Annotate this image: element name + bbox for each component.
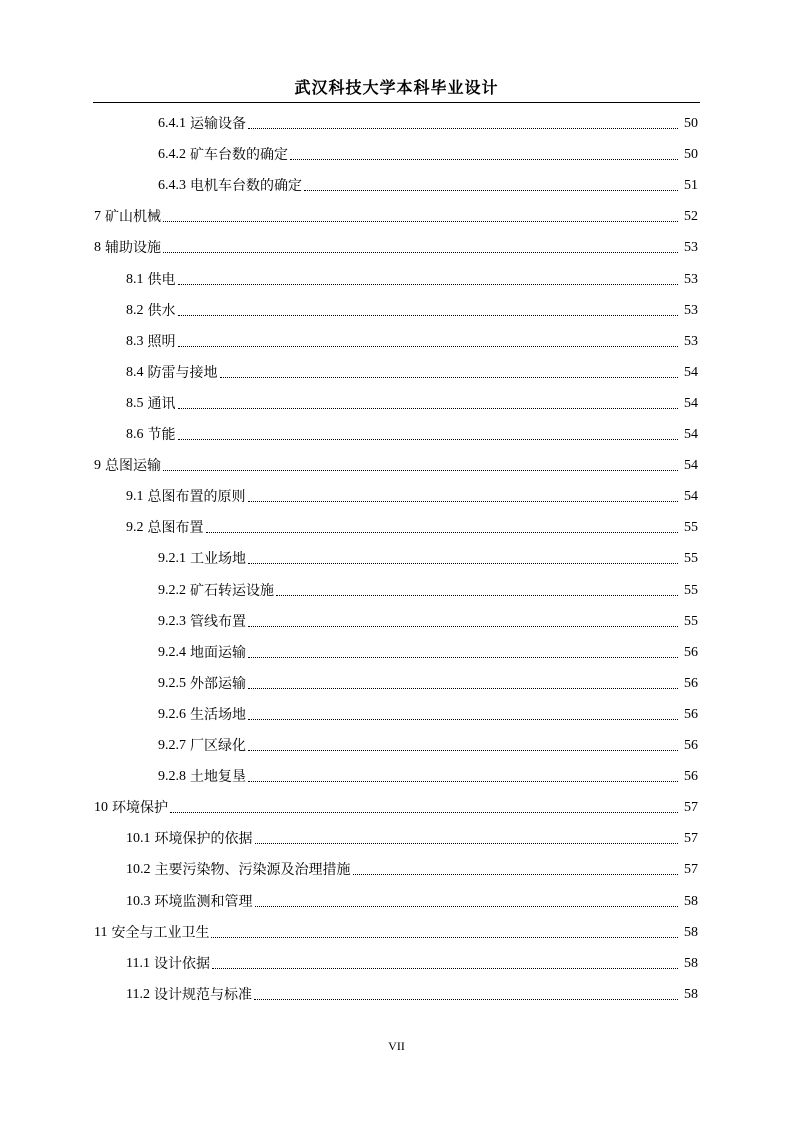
toc-dot-leader	[248, 688, 678, 689]
toc-entry-page: 53	[684, 271, 698, 287]
toc-entry-number: 9.2.3	[158, 613, 186, 629]
toc-dot-leader	[248, 501, 679, 502]
toc-entry-number: 8.3	[126, 333, 144, 349]
toc-entry-title: 管线布置	[190, 613, 246, 630]
toc-dot-leader	[290, 159, 678, 160]
toc-entry-title: 地面运输	[190, 644, 246, 661]
toc-entry-title: 运输设备	[190, 116, 246, 132]
toc-entry[interactable]	[126, 361, 698, 383]
toc-entry[interactable]	[94, 454, 698, 476]
toc-dot-leader	[178, 346, 679, 347]
toc-dot-leader	[248, 563, 678, 564]
toc-entry-page: 56	[684, 644, 698, 660]
toc-dot-leader	[248, 719, 678, 720]
toc-entry-number: 9.2.2	[158, 582, 186, 598]
toc-entry[interactable]	[126, 299, 698, 321]
toc-entry-page: 50	[684, 147, 698, 163]
toc-entry-title: 总图运输	[105, 458, 161, 475]
toc-entry-number: 9.2.4	[158, 644, 186, 660]
toc-entry-page: 54	[684, 489, 698, 505]
toc-entry-title: 土地复垦	[190, 769, 246, 786]
toc-dot-leader	[255, 843, 679, 844]
toc-dot-leader	[178, 439, 679, 440]
toc-entry[interactable]	[126, 485, 698, 507]
toc-entry-page: 58	[684, 986, 698, 1002]
toc-entry-number: 6.4.2	[158, 147, 186, 163]
toc-entry-title: 节能	[147, 427, 176, 443]
toc-entry-title: 总图布置的原则	[147, 489, 246, 506]
toc-entry-title: 防雷与接地	[147, 364, 218, 381]
toc-entry-page: 58	[684, 955, 698, 971]
toc-entry[interactable]	[126, 330, 698, 352]
toc-entry-page: 56	[684, 769, 698, 785]
toc-entry-number: 9.2	[126, 520, 144, 536]
toc-entry-page: 55	[684, 551, 698, 567]
toc-entry-number: 9.1	[126, 489, 144, 505]
toc-entry[interactable]	[158, 174, 698, 196]
toc-entry-title: 工业场地	[190, 551, 246, 568]
toc-entry-number: 10	[94, 800, 108, 816]
toc-dot-leader	[163, 470, 678, 471]
toc-entry-number: 11	[94, 924, 108, 940]
toc-entry-number: 9.2.8	[158, 769, 186, 785]
toc-entry-page: 56	[684, 706, 698, 722]
toc-entry[interactable]	[158, 112, 698, 134]
toc-entry-page: 54	[684, 364, 698, 380]
toc-entry-page: 56	[684, 738, 698, 753]
toc-entry-number: 11.2	[126, 986, 150, 1002]
toc-entry-title: 生活场地	[190, 706, 246, 723]
toc-entry[interactable]	[158, 547, 698, 569]
document-header-title: 武汉科技大学本科毕业设计	[294, 78, 499, 97]
toc-entry[interactable]	[126, 423, 698, 445]
toc-entry-number: 9.2.5	[158, 675, 186, 691]
toc-entry-page: 54	[684, 458, 698, 474]
toc-dot-leader	[178, 315, 679, 316]
toc-entry-number: 9.2.7	[158, 738, 186, 753]
toc-entry[interactable]	[94, 236, 698, 258]
toc-entry-page: 50	[684, 116, 698, 131]
toc-entry[interactable]	[94, 796, 698, 818]
toc-entry-title: 矿山机械	[105, 209, 161, 226]
toc-entry[interactable]	[158, 765, 698, 787]
toc-entry-number: 8	[94, 240, 101, 256]
toc-entry-page: 55	[684, 520, 698, 536]
toc-dot-leader	[276, 595, 678, 596]
header-divider	[93, 102, 700, 103]
toc-dot-leader	[254, 999, 678, 1000]
toc-dot-leader	[170, 812, 678, 813]
toc-entry[interactable]	[158, 641, 698, 663]
toc-dot-leader	[220, 377, 679, 378]
toc-dot-leader	[255, 906, 679, 907]
toc-entry-title: 通讯	[147, 395, 176, 412]
toc-entry-title: 设计规范与标准	[153, 986, 252, 1003]
toc-entry[interactable]	[94, 205, 698, 227]
toc-dot-leader	[212, 968, 678, 969]
toc-dot-leader	[178, 408, 679, 409]
toc-entry[interactable]	[126, 827, 698, 849]
toc-entry-title: 厂区绿化	[190, 738, 246, 754]
toc-entry[interactable]	[126, 268, 698, 290]
toc-entry-page: 53	[684, 240, 698, 256]
toc-dot-leader	[248, 750, 678, 751]
toc-entry[interactable]	[158, 703, 698, 725]
toc-entry-number: 10.1	[126, 831, 151, 847]
toc-dot-leader	[163, 221, 678, 222]
toc-dot-leader	[248, 626, 678, 627]
toc-entry-number: 8.5	[126, 395, 144, 411]
toc-entry-page: 55	[684, 582, 698, 598]
toc-entry-page: 55	[684, 613, 698, 629]
toc-entry-page: 56	[684, 675, 698, 691]
toc-entry-page: 57	[684, 831, 698, 847]
toc-entry-number: 6.4.3	[158, 178, 186, 194]
toc-entry-title: 照明	[147, 333, 176, 350]
toc-entry-title: 供水	[147, 302, 176, 319]
toc-entry-number: 6.4.1	[158, 116, 186, 131]
toc-entry-page: 51	[684, 178, 698, 194]
toc-entry-number: 10.3	[126, 893, 151, 909]
toc-entry-page: 54	[684, 395, 698, 411]
toc-entry-title: 环境监测和管理	[154, 893, 253, 910]
toc-dot-leader	[248, 128, 678, 129]
toc-entry[interactable]	[158, 610, 698, 632]
toc-entry-title: 环境保护的依据	[154, 831, 253, 848]
toc-entry-title: 主要污染物、污染源及治理措施	[154, 862, 351, 879]
toc-entry-page: 57	[684, 800, 698, 816]
toc-dot-leader	[211, 937, 678, 938]
toc-entry[interactable]	[158, 734, 698, 756]
toc-entry-page: 57	[684, 862, 698, 878]
toc-entry-title: 辅助设施	[105, 240, 161, 257]
toc-entry-page: 58	[684, 924, 698, 940]
toc-dot-leader	[304, 190, 678, 191]
toc-entry-title: 矿石转运设施	[190, 582, 274, 599]
toc-entry[interactable]	[158, 143, 698, 165]
toc-entry-number: 8.2	[126, 302, 144, 318]
toc-entry-page: 53	[684, 302, 698, 318]
toc-entry[interactable]	[158, 579, 698, 601]
toc-entry[interactable]	[126, 983, 698, 1005]
toc-entry-page: 58	[684, 893, 698, 909]
toc-dot-leader	[248, 781, 678, 782]
toc-dot-leader	[206, 532, 679, 533]
toc-entry-page: 53	[684, 333, 698, 349]
toc-entry-number: 8.6	[126, 427, 144, 442]
toc-entry-title: 总图布置	[147, 520, 204, 537]
toc-entry-number: 9.2.6	[158, 706, 186, 722]
toc-entry[interactable]	[126, 516, 698, 538]
toc-entry-title: 供电	[147, 271, 176, 288]
toc-entry-number: 9.2.1	[158, 551, 186, 567]
toc-dot-leader	[248, 657, 678, 658]
toc-entry-number: 7	[94, 209, 101, 225]
toc-entry-title: 安全与工业卫生	[111, 924, 210, 941]
toc-entry[interactable]	[94, 921, 698, 943]
page-number: VII	[388, 1039, 405, 1053]
toc-entry-title: 电机车台数的确定	[190, 178, 302, 195]
toc-entry[interactable]	[126, 890, 698, 912]
toc-entry[interactable]	[126, 858, 698, 880]
toc-entry[interactable]	[158, 672, 698, 694]
toc-dot-leader	[178, 284, 679, 285]
toc-entry-number: 8.1	[126, 271, 144, 287]
toc-dot-leader	[353, 874, 679, 875]
toc-entry-number: 10.2	[126, 862, 151, 878]
toc-entry-title: 外部运输	[190, 675, 246, 692]
toc-entry-title: 矿车台数的确定	[190, 147, 288, 164]
toc-dot-leader	[163, 252, 678, 253]
toc-entry[interactable]	[126, 952, 698, 974]
toc-entry-title: 设计依据	[153, 955, 210, 972]
toc-entry-page: 52	[684, 209, 698, 225]
toc-entry-title: 环境保护	[112, 800, 168, 817]
toc-entry[interactable]	[126, 392, 698, 414]
toc-entry-number: 8.4	[126, 364, 144, 380]
toc-entry-page: 54	[684, 427, 698, 442]
toc-entry-number: 11.1	[126, 955, 150, 971]
toc-entry-number: 9	[94, 458, 101, 474]
